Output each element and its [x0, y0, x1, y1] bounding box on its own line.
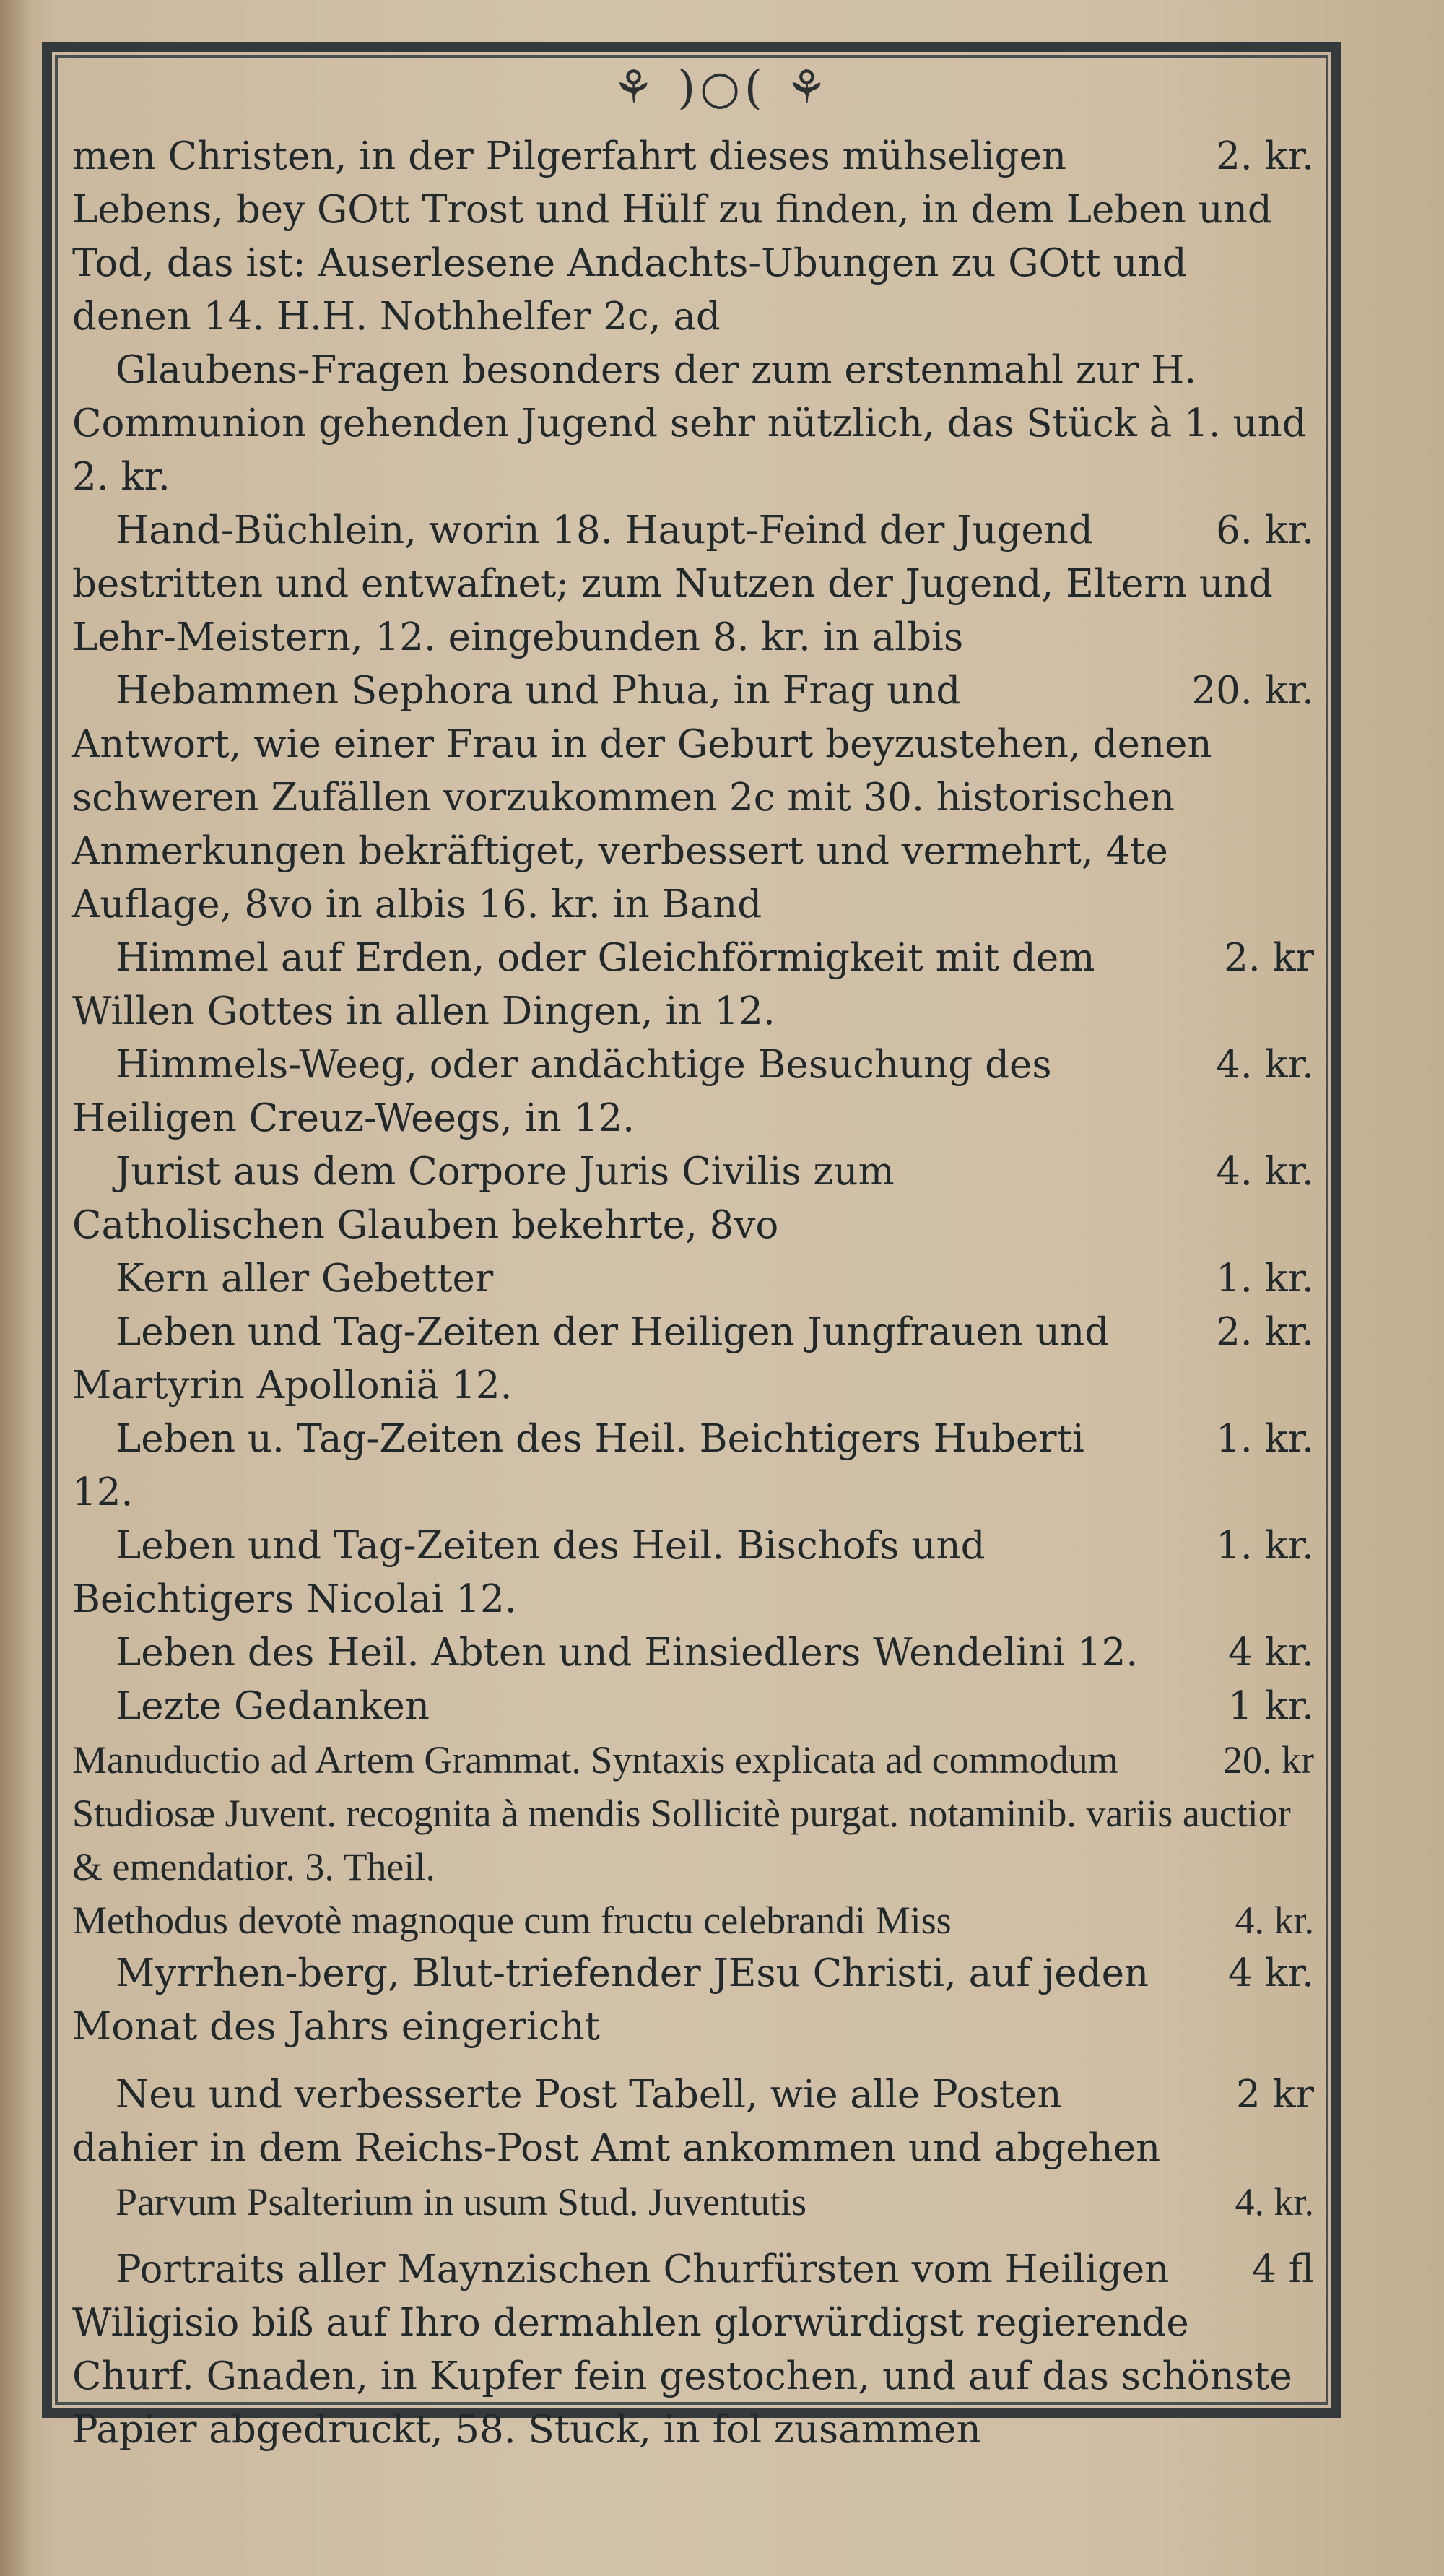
entry-price: 4 kr. [1227, 1631, 1314, 1675]
entry-price: 4. kr. [1235, 1899, 1314, 1942]
entry-text: Portraits aller Maynzischen Churfürsten vom Heiligen Wiligisio biß auf Ihro dermahlen glorwürdigst regierende Churf. Gnaden, in Kupfer fein gestochen, und auf das schönste Papier abgedruckt, 58. Stuck, in fol zusammen [72, 2247, 1292, 2452]
entry-price: 4 kr. [1227, 1951, 1314, 1995]
page-header-ornament: ⚘ )○( ⚘ [612, 61, 832, 115]
entry-text: Hand-Büchlein, worin 18. Haupt-Feind der Jugend bestritten und entwafnet; zum Nutzen der Jugend, Eltern und Lehr-Meistern, 12. eingebunden 8. kr. in albis [72, 508, 1273, 659]
entry-price: 1. kr. [1216, 1257, 1314, 1301]
catalogue-entry [72, 2175, 1314, 2229]
catalogue-entry [72, 504, 1314, 664]
catalogue-entry [72, 1947, 1314, 2054]
catalogue-entry [72, 130, 1314, 344]
entry-price: 1 kr. [1227, 1684, 1314, 1728]
entry-text: Manuductio ad Artem Grammat. Syntaxis explicata ad commodum Studiosæ Juvent. recognita à mendis Sollicitè purgat. notaminib. variis auctior & emendatior. 3. Theil. [72, 1738, 1291, 1888]
entry-text: Leben u. Tag-Zeiten des Heil. Beichtigers Huberti 12. [72, 1417, 1084, 1514]
catalogue-entry [72, 1894, 1314, 1947]
entry-price: 1. kr. [1216, 1524, 1314, 1568]
entry-text: Glaubens-Fragen besonders der zum erstenmahl zur H. Communion gehenden Jugend sehr nützlich, das Stück à 1. und 2. kr. [72, 348, 1307, 499]
entry-price: 2 kr [1235, 2073, 1314, 2117]
entry-gap [72, 2054, 1314, 2068]
entry-text: Parvum Psalterium in usum Stud. Juventutis [116, 2180, 807, 2224]
catalogue-entry [72, 344, 1314, 504]
entry-text: Lezte Gedanken [116, 1684, 430, 1728]
catalogue-entry [72, 1038, 1314, 1145]
entry-price: 4 fl [1252, 2247, 1314, 2291]
catalogue-entry [72, 932, 1314, 1038]
entry-price: 4. kr. [1216, 1043, 1314, 1087]
entry-price: 2. kr. [1216, 1310, 1314, 1354]
catalogue-entry [72, 1306, 1314, 1413]
entry-price: 1. kr. [1216, 1417, 1314, 1461]
catalogue-entry [72, 1252, 1314, 1306]
entry-text: Jurist aus dem Corpore Juris Civilis zum Catholischen Glauben bekehrte, 8vo [72, 1150, 895, 1247]
entry-price: 6. kr. [1216, 508, 1314, 552]
entry-text: Leben und Tag-Zeiten des Heil. Bischofs und Beichtigers Nicolai 12. [72, 1524, 986, 1621]
entry-text: men Christen, in der Pilgerfahrt dieses mühseligen Lebens, bey GOtt Trost und Hülf zu finden, in dem Leben und Tod, das ist: Auserlesene Andachts-Ubungen zu GOtt und denen 14. H.H. Nothhelfer 2c, ad [72, 134, 1272, 339]
catalogue-entry [72, 2068, 1314, 2175]
entry-text: Himmel auf Erden, oder Gleichförmigkeit mit dem Willen Gottes in allen Dingen, in 12. [72, 936, 1095, 1033]
entry-price: 4. kr. [1216, 1150, 1314, 1194]
entry-price: 4. kr. [1235, 2180, 1314, 2224]
entry-text: Leben des Heil. Abten und Einsiedlers Wendelini 12. [116, 1631, 1139, 1675]
entry-price: 2. kr. [1216, 134, 1314, 178]
catalogue-list [72, 130, 1314, 2457]
catalogue-entry [72, 2243, 1314, 2457]
catalogue-entry [72, 1145, 1314, 1252]
catalogue-entry [72, 1680, 1314, 1733]
catalogue-entry [72, 1626, 1314, 1680]
entry-price: 20. kr [1223, 1738, 1314, 1782]
catalogue-entry [72, 1519, 1314, 1626]
entry-price: 20. kr. [1191, 669, 1314, 713]
catalogue-entry [72, 1413, 1314, 1519]
entry-text: Leben und Tag-Zeiten der Heiligen Jungfrauen und Martyrin Apolloniä 12. [72, 1310, 1110, 1408]
catalogue-entry [72, 664, 1314, 932]
entry-text: Himmels-Weeg, oder andächtige Besuchung des Heiligen Creuz-Weegs, in 12. [72, 1043, 1052, 1140]
entry-price: 2. kr [1224, 936, 1314, 980]
entry-gap [72, 2229, 1314, 2243]
entry-text: Myrrhen-berg, Blut-triefender JEsu Christi, auf jeden Monat des Jahrs eingericht [72, 1951, 1149, 2049]
entry-text: Methodus devotè magnoque cum fructu celebrandi Miss [72, 1899, 952, 1942]
entry-text: Kern aller Gebetter [116, 1257, 494, 1301]
entry-text: Hebammen Sephora und Phua, in Frag und Antwort, wie einer Frau in der Geburt beyzustehen, denen schweren Zufällen vorzukommen 2c mit 30. historischen Anmerkungen bekräftiget, verbessert und vermehrt, 4te Auflage, 8vo in albis 16. kr. in Band [72, 669, 1212, 927]
entry-text: Neu und verbesserte Post Tabell, wie alle Posten dahier in dem Reichs-Post Amt ankommen und abgehen [72, 2073, 1161, 2170]
catalogue-entry [72, 1733, 1314, 1894]
